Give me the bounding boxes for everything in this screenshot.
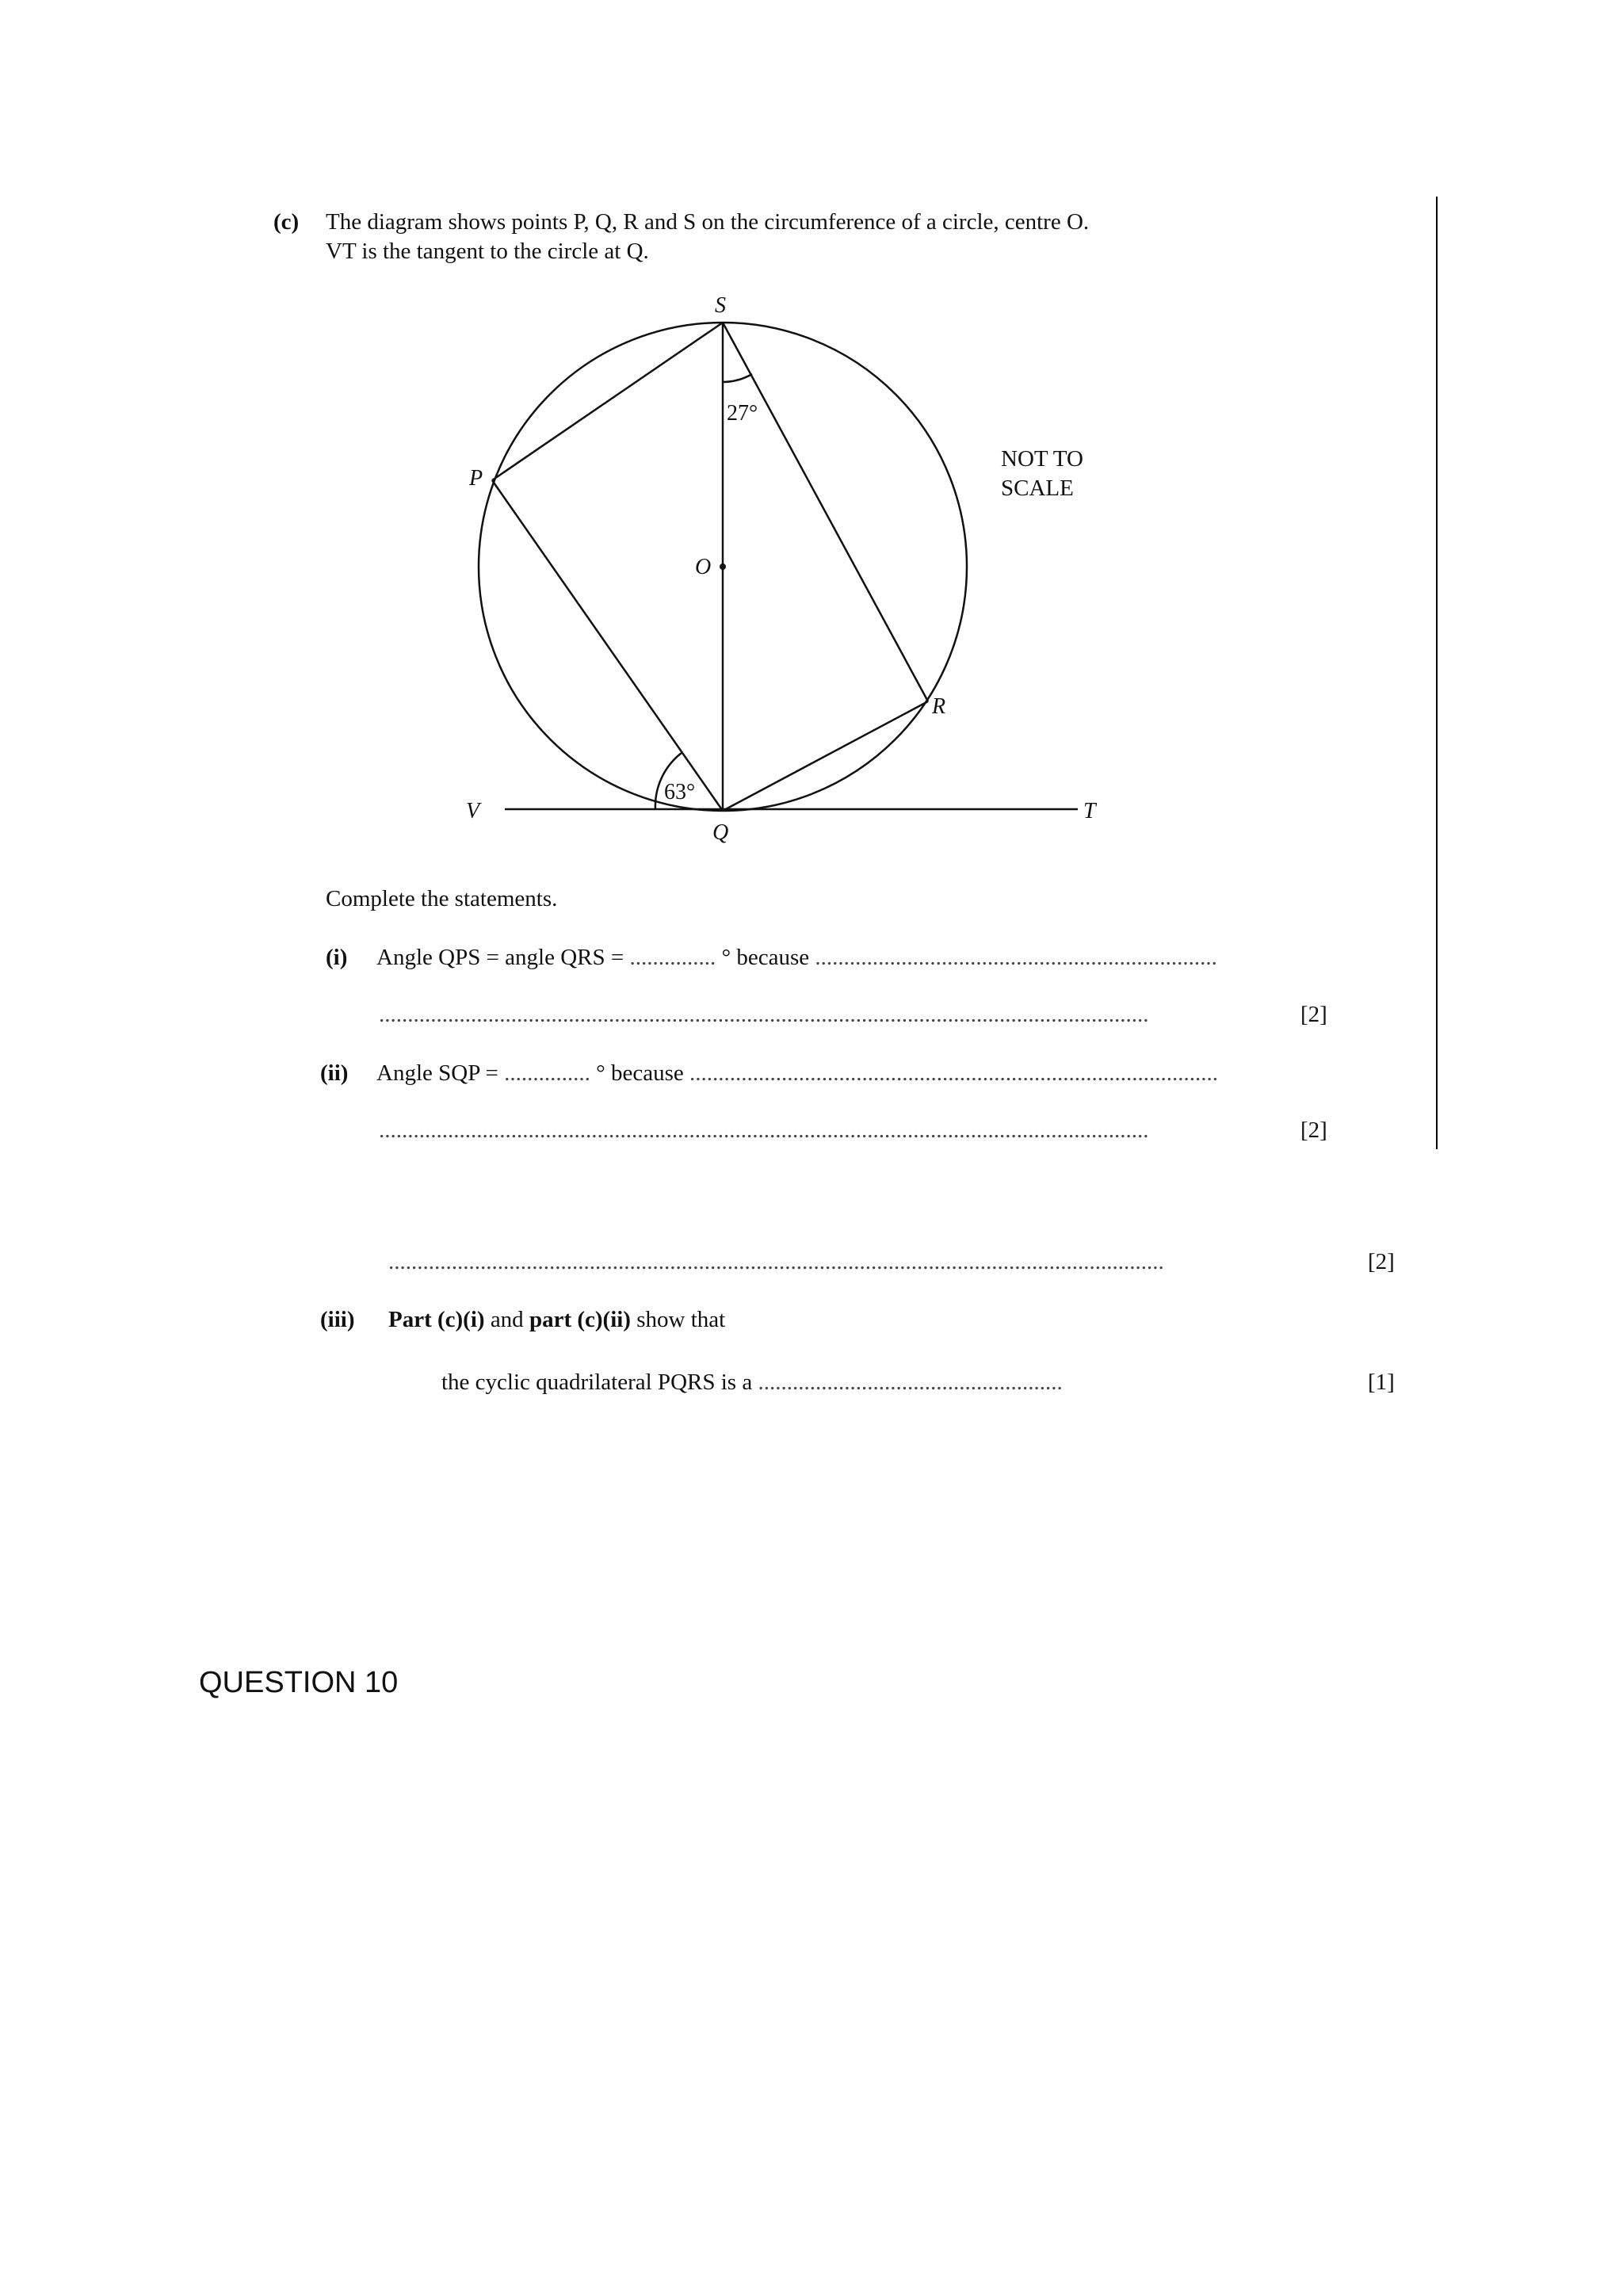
label-r: R [932,694,946,719]
chord-sr [723,323,928,701]
label-q: Q [712,820,729,845]
part-i-statement [376,946,1217,969]
part-ii-answer-blank[interactable]: ............... [504,1060,590,1086]
label-p: P [469,466,483,491]
part-i-text-b: ° because [716,945,815,970]
label-o: O [695,555,712,579]
part-iii-statement [388,1308,725,1331]
part-iii-answer-blank[interactable]: ..................................................... [758,1370,1063,1395]
part-i-marks: [2] [1300,1002,1327,1027]
extra-answer-line[interactable]: ....................................................................................................................................... [388,1249,1164,1274]
part-iii-number: (iii) [320,1307,355,1332]
part-ii-number: (ii) [320,1060,349,1086]
part-i-answer-blank[interactable]: ............... [629,945,716,970]
angle-label-27: 27° [727,401,758,426]
part-label: (c) [273,209,300,235]
not-to-scale-line-1: NOT TO [1001,446,1083,472]
part-ii-reason-blank[interactable]: ............................................................................................ [689,1060,1218,1086]
margin-rule [1436,197,1438,1149]
part-iii-and: and [484,1307,529,1332]
label-t: T [1083,799,1096,823]
chord-ps [492,323,723,480]
part-iii-end: show that [630,1307,726,1332]
not-to-scale-line-2: SCALE [1001,476,1074,501]
part-iii-marks: [1] [1368,1370,1395,1395]
question-heading: QUESTION 10 [199,1666,399,1699]
part-i-number: (i) [326,945,348,970]
angle-label-63: 63° [664,780,696,804]
label-v: V [466,799,480,823]
part-i-reason-blank-2[interactable]: ...................................................................................................................................... [379,1002,1149,1027]
part-iii-line-2 [441,1371,1063,1394]
part-ii-text-b: ° because [590,1060,689,1086]
part-i-text-a: Angle QPS = angle QRS = [376,945,630,970]
part-ii-text-a: Angle SQP = [376,1060,505,1086]
circle-diagram [0,0,1623,872]
part-ii-reason-blank-2[interactable]: ...................................................................................................................................... [379,1117,1149,1143]
intro-line-2: VT is the tangent to the circle at Q. [326,239,649,264]
chord-rq [723,701,928,811]
part-ii-marks: [2] [1300,1117,1327,1143]
extra-marks: [2] [1368,1249,1395,1274]
part-iii-line-2-text: the cyclic quadrilateral PQRS is a [441,1370,758,1395]
angle-arc-27 [723,374,752,382]
intro-line-1: The diagram shows points P, Q, R and S on the circumference of a circle, centre O. [326,209,1090,235]
part-iii-ref-1: Part (c)(i) [388,1307,485,1332]
part-i-reason-blank[interactable]: ...................................................................... [815,945,1217,970]
centre-point [720,563,726,570]
chord-pq [492,480,723,811]
label-s: S [715,293,726,318]
instruction-text: Complete the statements. [326,886,558,911]
part-ii-statement [376,1062,1218,1085]
part-iii-ref-2: part (c)(ii) [529,1307,631,1332]
